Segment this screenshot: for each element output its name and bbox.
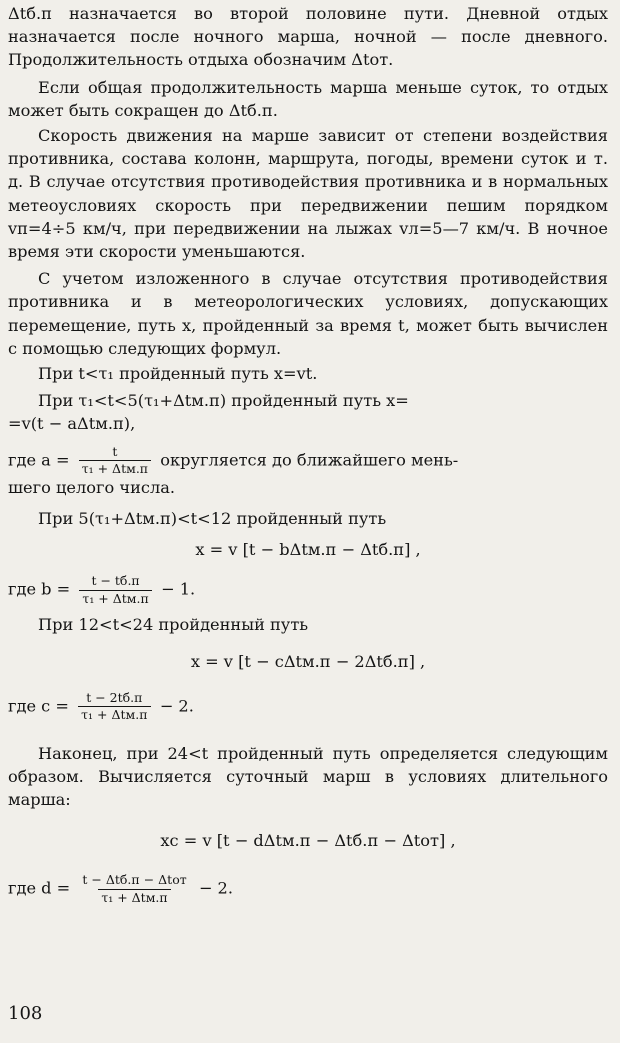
def-a <box>8 443 608 477</box>
def-b-prefix: где b = <box>8 579 71 599</box>
formula-3: x = v [t − bΔtм.п − Δtб.п] , <box>195 540 421 560</box>
fraction-b <box>79 575 151 605</box>
formula-5: xc = v [t − dΔtм.п − Δtб.п − Δtот] , <box>160 831 456 851</box>
fraction-d-numerator: t − Δtб.п − Δtот <box>82 872 187 888</box>
case-2-formula: =v(t − aΔtм.п), <box>8 414 136 434</box>
paragraph-path-formulas-intro: С учетом изложенного в случае отсутствия противодействия противника и в метеорологических условиях, допускающих перемещение, путь x, пройденный за время t, может быть вычислен с помощью следующих формул. <box>8 269 608 358</box>
case-2 <box>8 389 608 412</box>
formula-4: x = v [t − cΔtм.п − 2Δtб.п] , <box>190 652 426 672</box>
fraction-a-denominator: τ₁ + Δtм.п <box>79 460 151 476</box>
fraction-a <box>79 443 151 477</box>
def-a-prefix: где a = <box>8 450 70 470</box>
case-3 <box>8 507 608 530</box>
fraction-c-numerator: t − 2tб.п <box>86 689 143 705</box>
paragraph-march-speed: Скорость движения на марше зависит от степени воздействия противника, состава колонн, маршрута, погоды, времени суток и т. д. В случае отсутствия противодействия противника и в нормальных метеоусловиях скорость при передвижении пешим порядком vп=4÷5 км/ч, при передвижении на лыжах vл=5—7 км/ч. В ночное время эти скорости уменьшаются. <box>8 126 608 262</box>
fraction-b-numerator: t − tб.п <box>91 573 140 589</box>
def-d-suffix: − 2. <box>198 878 233 898</box>
page-number: 108 <box>8 1003 43 1024</box>
case-1 <box>8 362 608 385</box>
fraction-c <box>78 689 150 723</box>
fraction-d-denominator: τ₁ + Δtм.п <box>98 889 170 905</box>
paragraph-long-march: Наконец, при 24<t пройденный путь определяется следующим образом. Вычисляется суточный марш в условиях длительного марша: <box>8 743 608 810</box>
fraction-d <box>79 874 189 904</box>
case-4 <box>8 613 608 636</box>
book-page <box>0 2 620 1043</box>
case-2-continued <box>8 412 608 435</box>
def-a-line2: шего целого числа. <box>8 477 176 497</box>
def-b <box>8 575 608 605</box>
def-a-suffix: округляется до ближайшего мень- <box>160 450 459 470</box>
fraction-a-numerator: t <box>112 443 118 459</box>
fraction-c-denominator: τ₁ + Δtм.п <box>78 706 150 722</box>
paragraph-rest-reduction: Если общая продолжительность марша меньше суток, то отдых может быть сокращен до Δtб.п. <box>8 77 608 120</box>
def-d <box>8 874 608 904</box>
case-1-text: При t<τ₁ пройденный путь x=vt. <box>38 364 318 384</box>
case-2-text: При τ₁<t<5(τ₁+Δtм.п) пройденный путь x= <box>38 391 409 411</box>
def-c-prefix: где c = <box>8 696 69 716</box>
paragraph-rest-assignment: Δtб.п назначается во второй половине пути. Дневной отдых назначается после ночного марша, ночной — после дневного. Продолжительность отдыха обозначим Δtот. <box>8 4 608 70</box>
fraction-b-denominator: τ₁ + Δtм.п <box>79 590 151 606</box>
def-c <box>8 689 608 723</box>
def-b-suffix: − 1. <box>161 579 196 599</box>
case-3-text: При 5(τ₁+Δtм.п)<t<12 пройденный путь <box>38 508 387 528</box>
def-a-continued <box>8 476 608 499</box>
def-c-suffix: − 2. <box>159 696 194 716</box>
def-d-prefix: где d = <box>8 878 71 898</box>
case-4-text: При 12<t<24 пройденный путь <box>38 615 309 635</box>
